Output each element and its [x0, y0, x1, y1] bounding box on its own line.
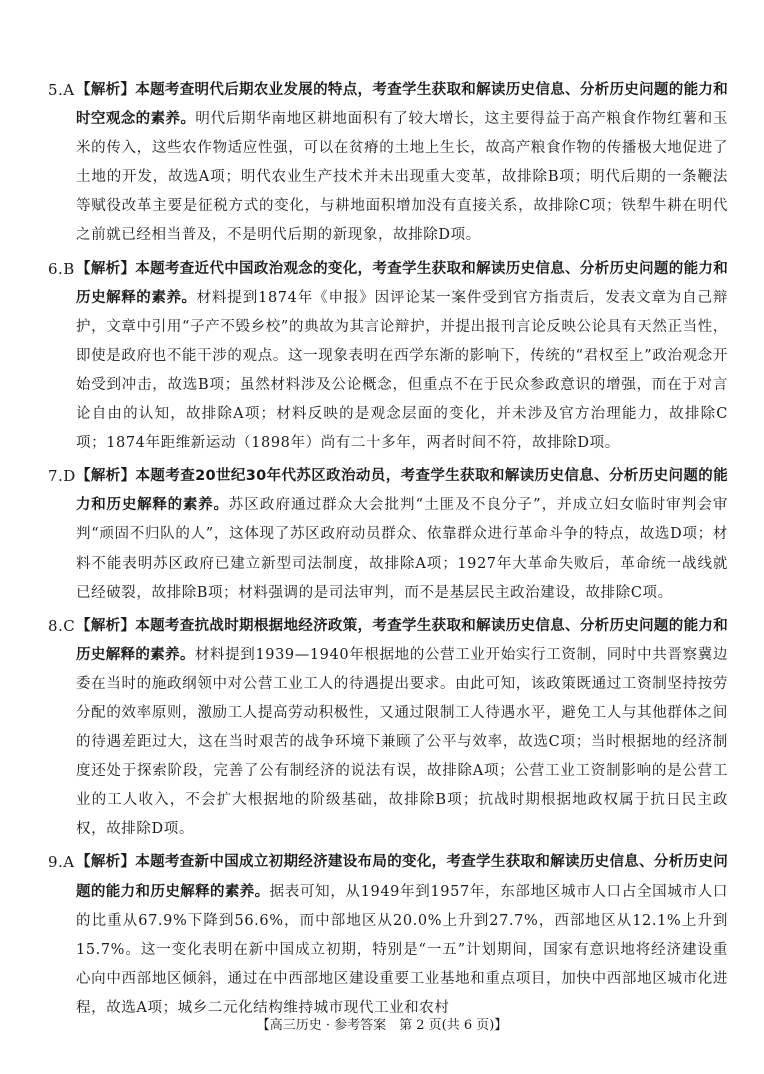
- explanation-text: 材料提到1874年《申报》因评论某一案件受到官方指责后，发表文章为自己辩护，文章中引用“子产不毁乡校”的典故为其言论辩护，并提出报刊言论反映公论具有天然正当性，即使是政府也不能干涉的观点。这一现象表明在西学东渐的影响下，传统的“君权至上”政治观念开始受到冲击，故选B项；虽然材料涉及公论概念，但重点不在于民众参政意识的增强，而在于对言论自由的认知，故排除A项；材料反映的是观念层面的变化，并未涉及官方治理能力，故排除C项；1874年距维新运动（1898年）尚有二十多年，两者时间不符，故排除D项。: [76, 289, 728, 452]
- explanation-text: 苏区政府通过群众大会批判“土匪及不良分子”，并成立妇女临时审判会审判“顽固不归队的人”，这体现了苏区政府动员群众、依靠群众进行革命斗争的特点，故选D项；材料不能表明苏区政府已建立新型司法制度，故排除A项；1927年大革命失败后，革命统一战线就已经破裂，故排除B项；材料强调的是司法审判，而不是基层民主政治建设，故排除C项。: [76, 497, 728, 601]
- analysis-tag: 【解析】: [76, 617, 136, 634]
- explanation: [76, 848, 728, 1023]
- analysis-tag: 【解析】: [76, 260, 136, 277]
- explanation-text: 明代后期华南地区耕地面积有了较大增长，这主要得益于高产粮食作物红薯和玉米的传入，这些农作物适应性强，可以在贫瘠的土地上生长，故高产粮食作物的传播极大地促进了土地的开发，故选A项；明代农业生产技术并未出现重大变革，故排除B项；明代后期的一条鞭法等赋役改革主要是征税方式的变化，与耕地面积增加没有直接关系，故排除C项；铁犁牛耕在明代之前就已经相当普及，不是明代后期的新现象，故排除D项。: [76, 111, 728, 244]
- answer-item-8: [48, 612, 728, 845]
- question-number: 9.A: [48, 853, 75, 872]
- explanation-text: 据表可知，从1949年到1957年，东部地区城市人口占全国城市人口的比重从67.9%下降到56.6%，而中部地区从20.0%上升到27.7%，西部地区从12.1%上升到15.7%。这一变化表明在新中国成立初期，特别是“一五”计划期间，国家有意识地将经济建设重心向中西部地区倾斜，通过在中西部地区建设重要工业基地和重点项目，加快中西部地区城市化进程，故选A项；城乡二元化结构维持城市现代工业和农村: [76, 883, 728, 1016]
- analysis-tag: 【解析】: [76, 82, 136, 98]
- explanation-lead: 本题考查抗战时期根据地经济政策，考查学生获取和解读历史信息、分析历史问题的能力和历史解释的素养。: [76, 617, 728, 663]
- answer-list: [48, 76, 728, 1027]
- page-footer: 【高三历史 · 参考答案 第 2 页(共 6 页)】: [256, 1018, 508, 1033]
- explanation-text: 材料提到1939—1940年根据地的公营工业开始实行工资制，同时中共晋察冀边委在当时的施政纲领中对公营工业工人的待遇提出要求。由此可知，该政策既通过工资制坚持按劳分配的效率原则，激励工人提高劳动积极性，又通过限制工人待遇水平，避免工人与其他群体之间的待遇差距过大，这在当时艰苦的战争环境下兼顾了公平与效率，故选C项；当时根据地的经济制度还处于探索阶段，完善了公有制经济的说法有误，故排除A项；公营工业工资制影响的是公营工业的工人收入，不会扩大根据地的阶级基础，故排除B项；抗战时期根据地政权属于抗日民主政权，故排除D项。: [76, 646, 728, 838]
- explanation: [76, 462, 728, 607]
- question-number: 8.C: [48, 616, 76, 635]
- explanation-lead: 本题考查20世纪30年代苏区政治动员，考查学生获取和解读历史信息、分析历史问题的能力和历史解释的素养。: [76, 468, 728, 514]
- analysis-tag: 【解析】: [76, 854, 136, 871]
- answer-item-5: [48, 76, 728, 251]
- explanation-lead: 本题考查新中国成立初期经济建设布局的变化，考查学生获取和解读历史信息、分析历史问题的能力和历史解释的素养。: [76, 854, 728, 900]
- answer-item-9: [48, 848, 728, 1023]
- question-number: 5.A: [48, 81, 75, 99]
- question-number: 6.B: [48, 259, 75, 278]
- answer-item-7: [48, 462, 728, 607]
- explanation: [76, 76, 728, 251]
- explanation: [76, 612, 728, 845]
- explanation-lead: 本题考查近代中国政治观念的变化，考查学生获取和解读历史信息、分析历史问题的能力和历史解释的素养。: [76, 260, 728, 306]
- answer-item-6: [48, 255, 728, 459]
- explanation-lead: 本题考查明代后期农业发展的特点，考查学生获取和解读历史信息、分析历史问题的能力和时空观念的素养。: [76, 82, 728, 128]
- explanation: [76, 255, 728, 459]
- question-number: 7.D: [48, 467, 76, 486]
- analysis-tag: 【解析】: [76, 468, 136, 485]
